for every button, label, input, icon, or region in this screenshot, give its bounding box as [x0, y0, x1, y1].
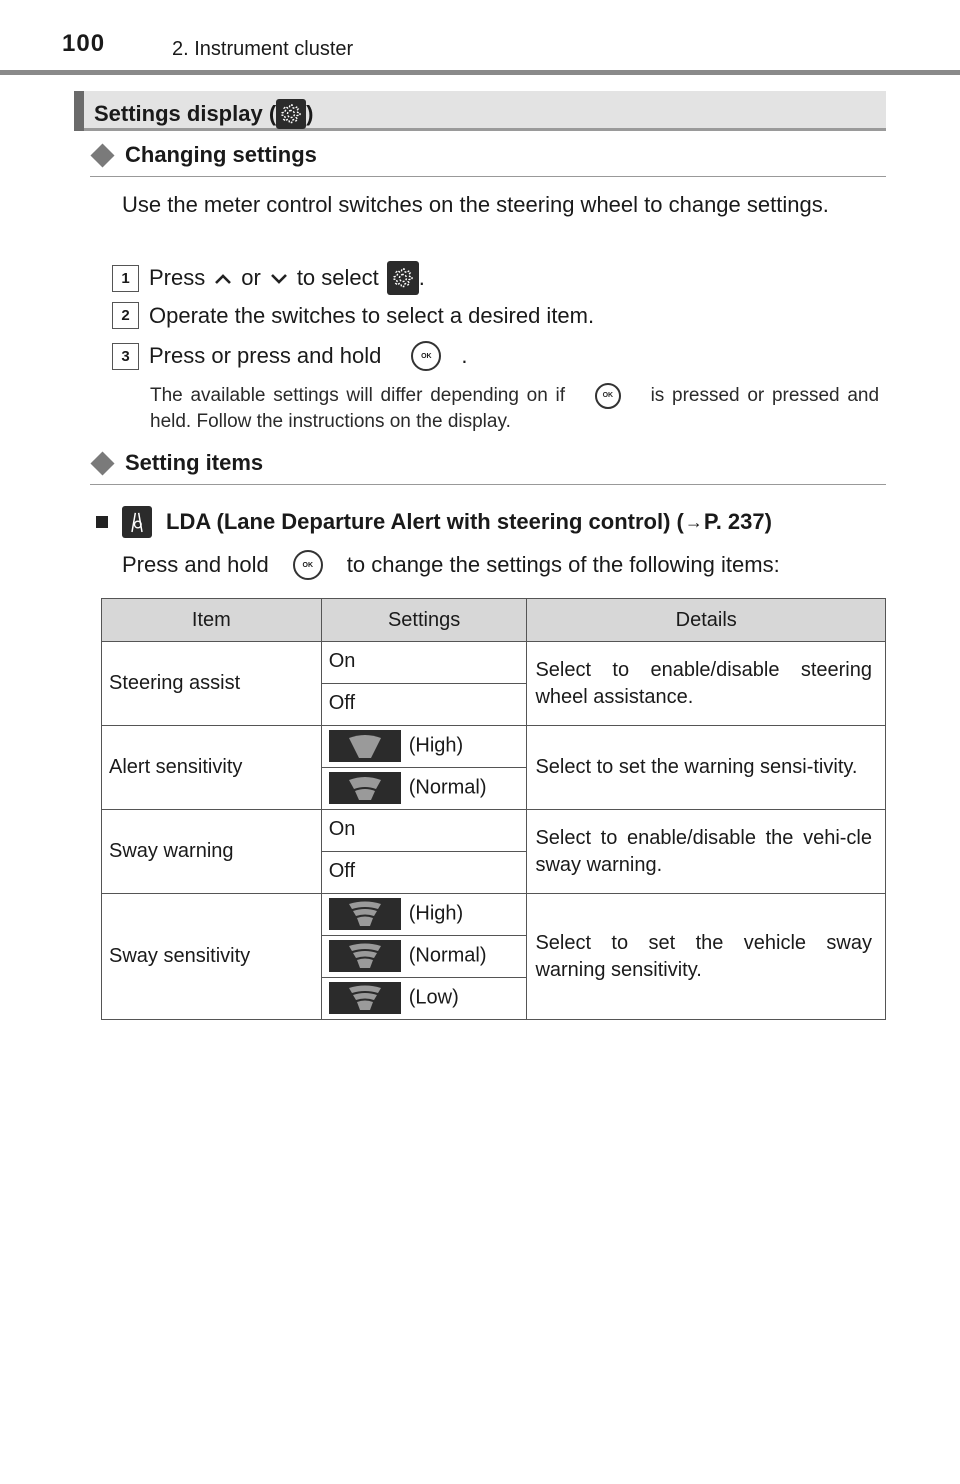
setting-cell: On: [321, 810, 527, 852]
step-1: [112, 261, 425, 295]
press-instruction: [122, 550, 780, 580]
setting-label: (Normal): [408, 776, 487, 799]
item-cell: Sway sensitivity: [102, 894, 322, 1020]
step-number: 3: [112, 343, 139, 370]
bullet-icon: [96, 516, 108, 528]
details-cell: Select to set the vehicle sway warning sensitivity.: [527, 894, 886, 1020]
section-title: [94, 99, 313, 129]
setting-label: (Low): [408, 986, 459, 1009]
setting-cell: [321, 978, 527, 1020]
step-3: [112, 341, 467, 371]
diamond-icon: [90, 451, 114, 475]
subheading-rule: [90, 484, 886, 485]
sensitivity-normal-icon: [329, 772, 401, 804]
page-number: 100: [62, 30, 106, 57]
item-cell: Sway warning: [102, 810, 322, 894]
header-divider: [0, 70, 960, 75]
press-text: to change the settings of the following items:: [346, 552, 780, 577]
section-title-suffix: ): [306, 101, 314, 126]
table-row: [102, 810, 886, 852]
chevron-down-icon: [261, 265, 297, 291]
chapter-title: 2. Instrument cluster: [172, 38, 354, 60]
column-header-item: Item: [102, 599, 322, 642]
column-header-details: Details: [527, 599, 886, 642]
setting-items-heading: [90, 450, 263, 476]
gear-icon: [276, 99, 306, 129]
setting-cell: [321, 894, 527, 936]
setting-label: (Normal): [408, 944, 487, 967]
details-cell: Select to enable/disable steering wheel assistance.: [527, 642, 886, 726]
ok-button-icon: OK: [293, 550, 323, 580]
table-header-row: [102, 599, 886, 642]
diamond-icon: [90, 143, 114, 167]
details-cell: Select to set the warning sensi-tivity.: [527, 726, 886, 810]
item-cell: Steering assist: [102, 642, 322, 726]
table-row: [102, 726, 886, 768]
page-ref-arrow-icon: →: [684, 511, 703, 532]
setting-cell: On: [321, 642, 527, 684]
changing-settings-label: Changing settings: [125, 142, 317, 167]
setting-cell: [321, 936, 527, 978]
sway-high-icon: [329, 898, 401, 930]
lda-page-ref[interactable]: P. 237): [703, 509, 772, 534]
settings-table: [101, 598, 886, 1020]
press-text: Press and hold: [122, 552, 269, 577]
sensitivity-high-icon: [329, 730, 401, 762]
step-text: or: [241, 265, 261, 290]
step-number: 2: [112, 302, 139, 329]
changing-settings-heading: [90, 142, 317, 168]
ok-button-icon: OK: [411, 341, 441, 371]
step-text: .: [461, 343, 468, 368]
setting-cell: Off: [321, 852, 527, 894]
gear-icon: [387, 261, 419, 295]
note-text: The available settings will differ depending on if: [150, 385, 566, 407]
section-title-prefix: Settings display (: [94, 101, 277, 126]
step-text: Press or press and hold: [149, 343, 382, 368]
column-header-settings: Settings: [321, 599, 527, 642]
subheading-rule: [90, 176, 886, 177]
lda-title: [96, 506, 772, 538]
setting-cell: [321, 768, 527, 810]
lane-departure-icon: [122, 506, 152, 538]
table-row: [102, 642, 886, 684]
step-number: 1: [112, 265, 139, 292]
intro-paragraph: Use the meter control switches on the steering wheel to change settings.: [122, 192, 829, 217]
note-text: is pressed or pressed and held. Follow the instructions on the display.: [150, 385, 880, 433]
step-text: .: [418, 265, 425, 290]
step-text: to select: [296, 265, 379, 290]
setting-cell: [321, 726, 527, 768]
setting-label: (High): [408, 734, 464, 757]
step-2: [112, 302, 594, 329]
ok-button-icon: OK: [595, 383, 621, 409]
item-cell: Alert sensitivity: [102, 726, 322, 810]
section-accent: [74, 91, 84, 131]
details-cell: Select to enable/disable the vehi-cle sway warning.: [527, 810, 886, 894]
step-text: Operate the switches to select a desired item.: [149, 302, 595, 328]
sway-normal-icon: [329, 940, 401, 972]
table-row: [102, 894, 886, 936]
sway-low-icon: [329, 982, 401, 1014]
setting-items-label: Setting items: [125, 450, 264, 475]
step-text: Press: [149, 265, 206, 290]
note-paragraph: [150, 383, 879, 435]
lda-title-text: LDA (Lane Departure Alert with steering control) (: [166, 509, 684, 534]
setting-cell: Off: [321, 684, 527, 726]
section-header: [74, 91, 886, 131]
chevron-up-icon: [205, 265, 241, 291]
setting-label: (High): [408, 902, 464, 925]
